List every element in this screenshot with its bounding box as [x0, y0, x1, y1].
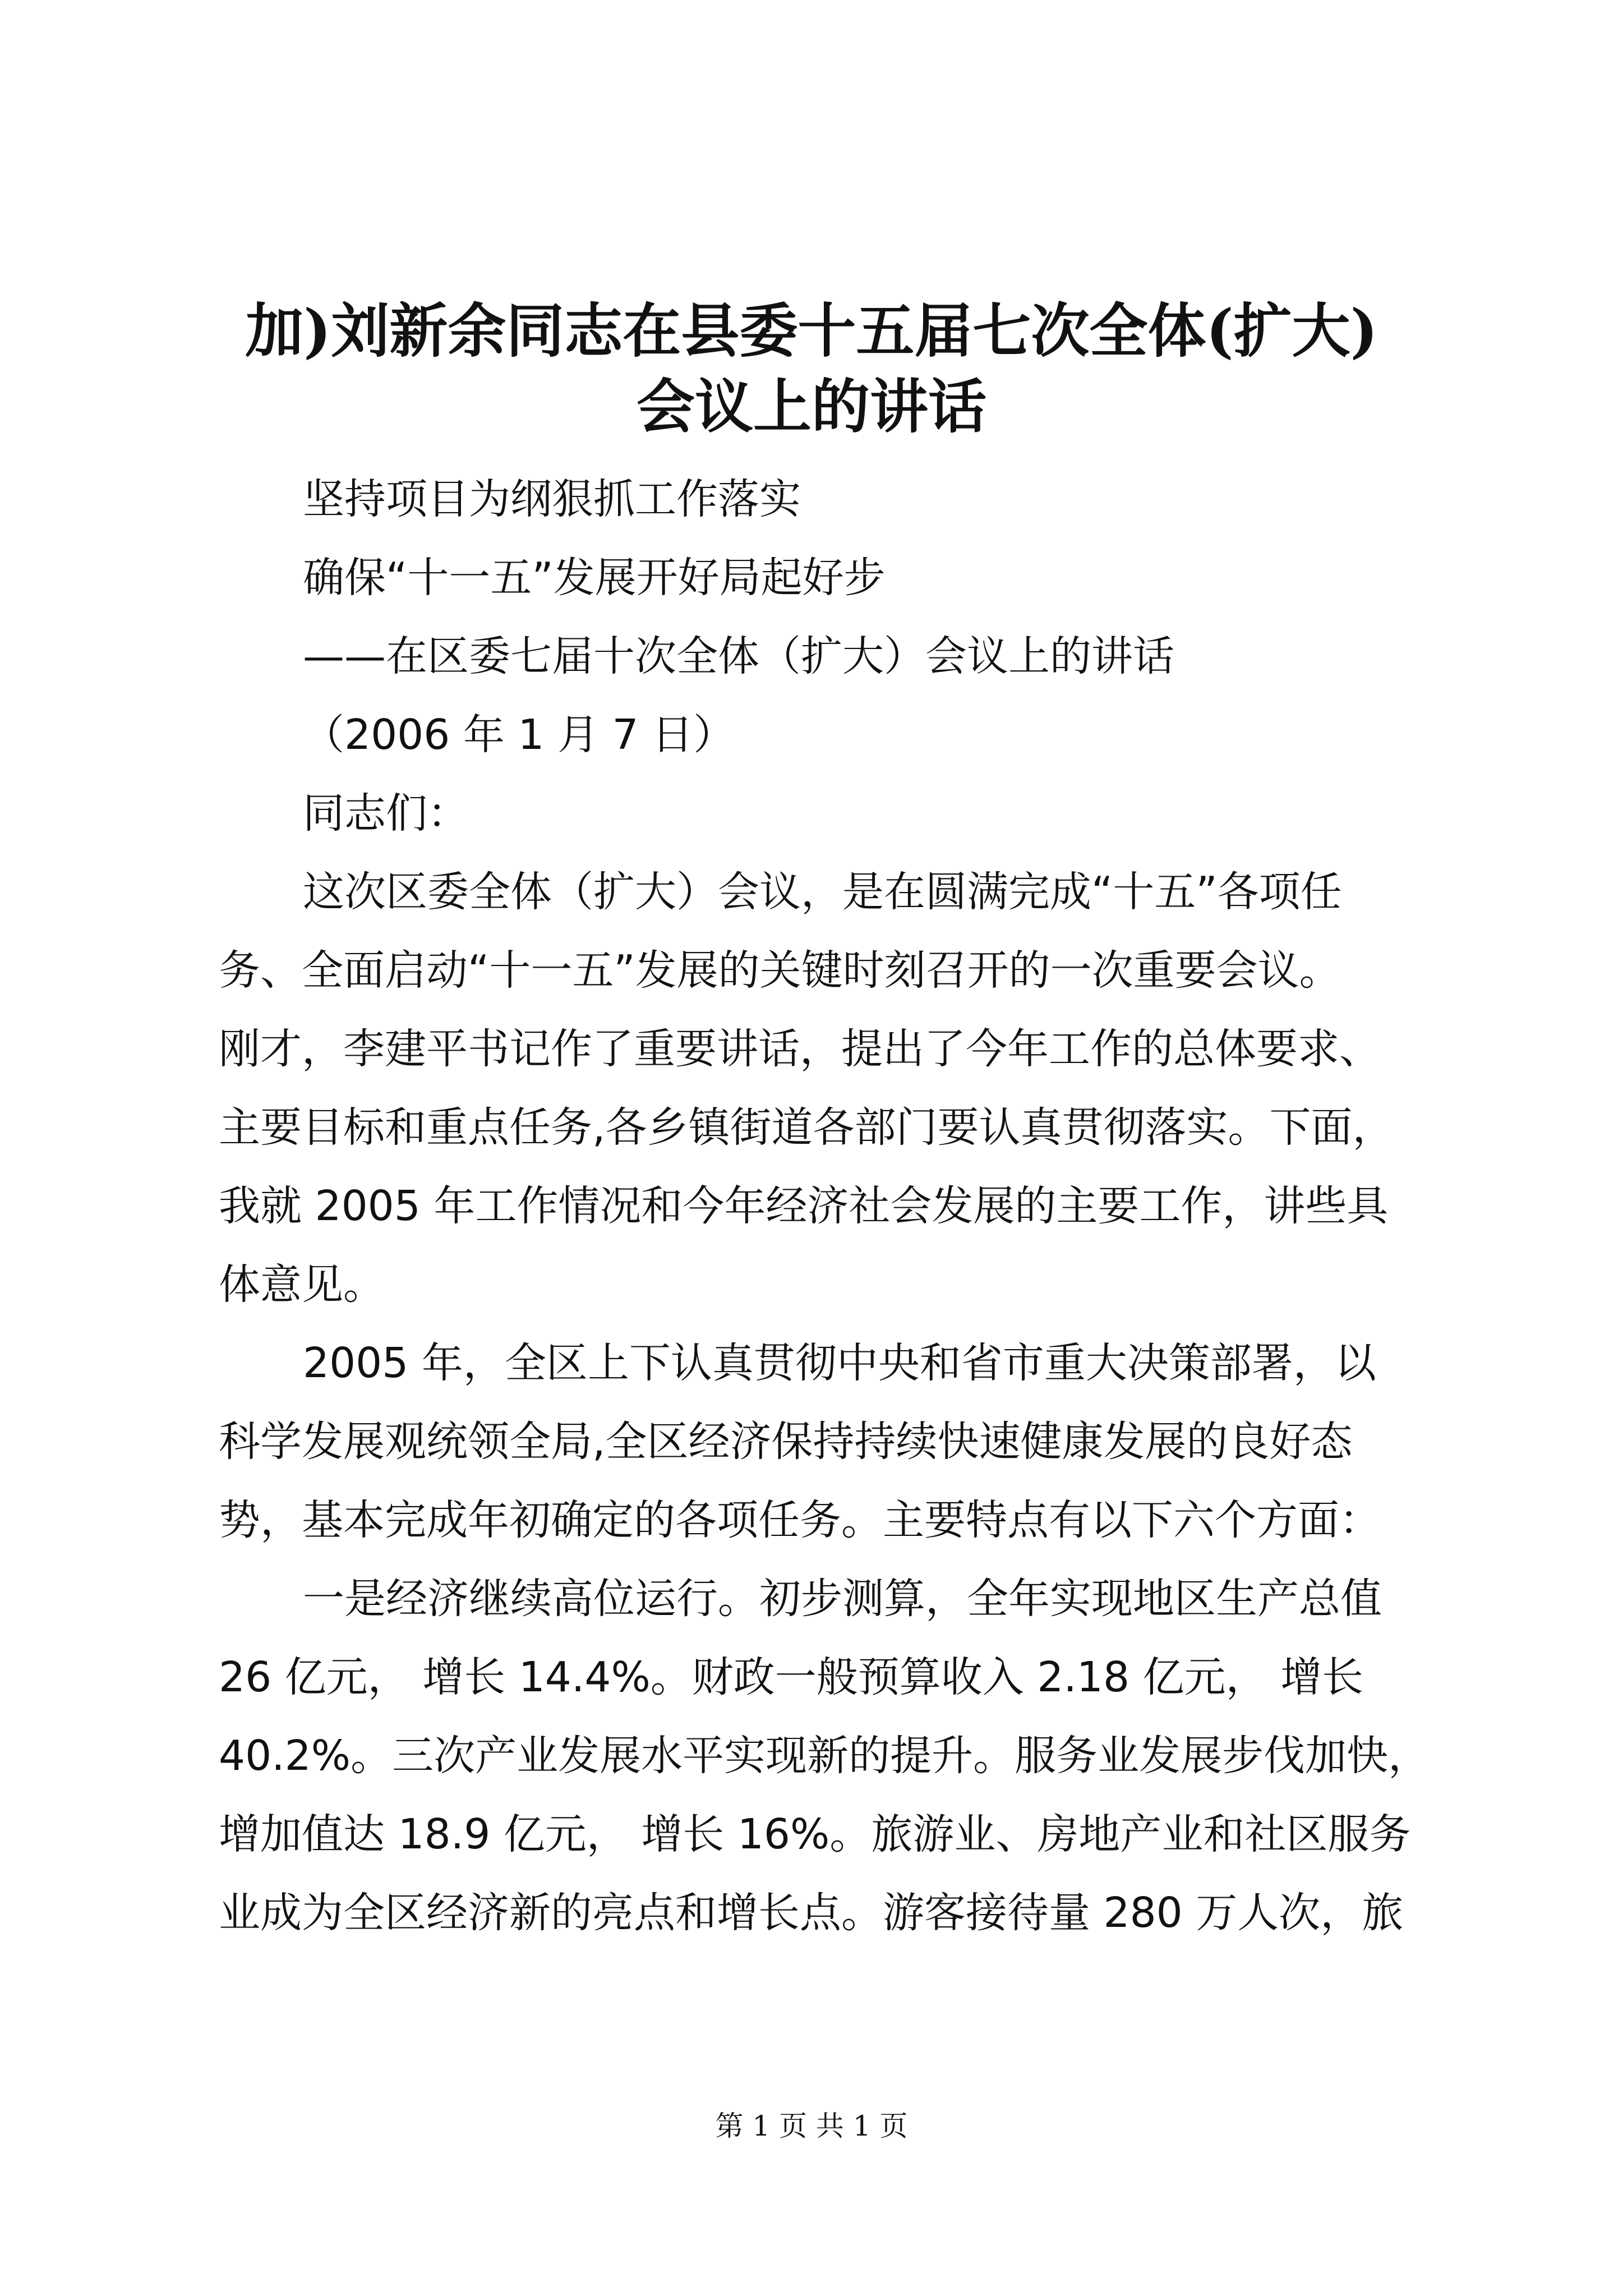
paragraph-3-line: 增加值达 18.9 亿元， 增长 16%。旅游业、房地产业和社区服务 [219, 1810, 1411, 1858]
paragraph-1-line: 刚才，李建平书记作了重要讲话，提出了今年工作的总体要求、 [219, 1025, 1381, 1073]
paragraph-2-line: 2005 年，全区上下认真贯彻中央和省市重大决策部署，以 [303, 1339, 1376, 1387]
paragraph-3-line: 一是经济继续高位运行。初步测算，全年实现地区生产总值 [303, 1575, 1382, 1623]
paragraph-2-line: 科学发展观统领全局,全区经济保持持续快速健康发展的良好态 [219, 1418, 1353, 1466]
document-title-line-1: 加)刘新余同志在县委十五届七次全体(扩大) [245, 296, 1378, 365]
paragraph-1-line: 这次区委全体（扩大）会议，是在圆满完成“十五”各项任 [303, 868, 1342, 916]
speech-date: （2006 年 1 月 7 日） [303, 711, 735, 759]
paragraph-2-line: 势，基本完成年初确定的各项任务。主要特点有以下六个方面： [219, 1496, 1381, 1544]
paragraph-1-line: 务、全面启动“十一五”发展的关键时刻召开的一次重要会议。 [219, 946, 1341, 995]
subtitle-2: 确保“十一五”发展开好局起好步 [303, 554, 886, 602]
subtitle-1: 坚持项目为纲狠抓工作落实 [303, 475, 801, 523]
paragraph-1-line: 主要目标和重点任务,各乡镇街道各部门要认真贯彻落实。下面， [219, 1103, 1394, 1152]
paragraph-3-line: 40.2%。三次产业发展水平实现新的提升。服务业发展步伐加快， [219, 1732, 1430, 1780]
subtitle-3: ——在区委七届十次全体（扩大）会议上的讲话 [303, 632, 1174, 680]
page-footer: 第 1 页 共 1 页 [715, 2110, 908, 2142]
paragraph-1-line: 体意见。 [219, 1260, 385, 1309]
paragraph-1-line: 我就 2005 年工作情况和今年经济社会发展的主要工作，讲些具 [219, 1182, 1389, 1230]
document-title-line-2: 会议上的讲话 [636, 372, 986, 441]
paragraph-3-line: 26 亿元， 增长 14.4%。财政一般预算收入 2.18 亿元， 增长 [219, 1653, 1364, 1701]
salutation: 同志们： [303, 789, 469, 838]
paragraph-3-line: 业成为全区经济新的亮点和增长点。游客接待量 280 万人次，旅 [219, 1889, 1404, 1937]
